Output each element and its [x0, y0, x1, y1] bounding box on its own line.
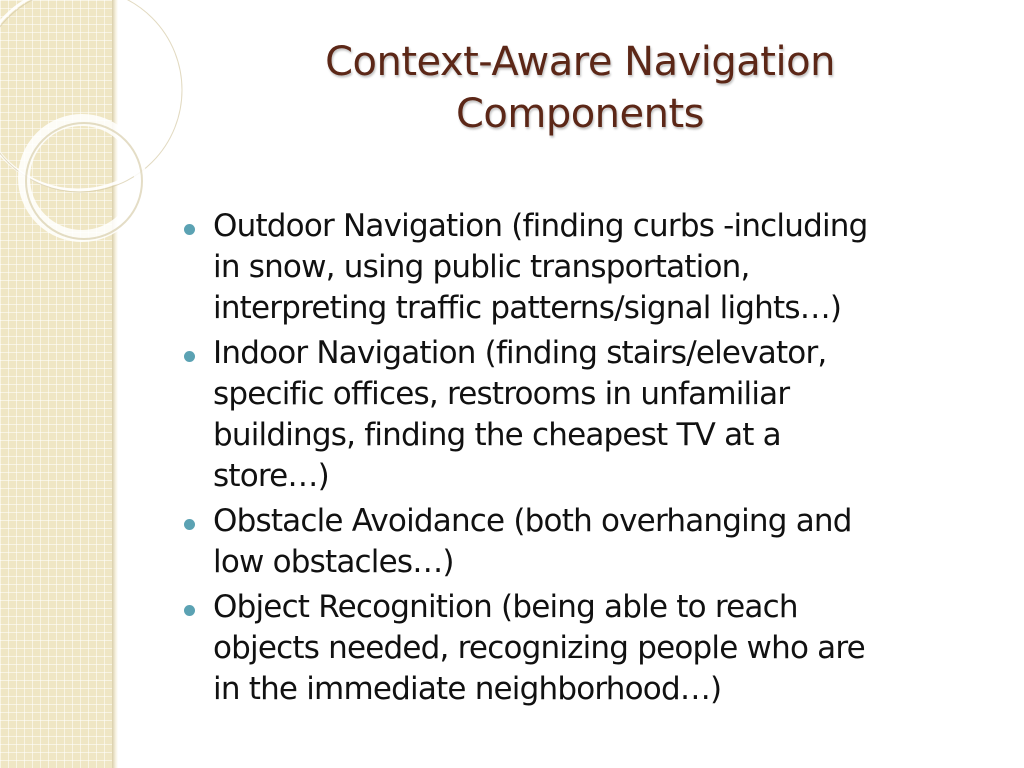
bullet-line: store…) — [213, 458, 329, 494]
bullet-line: buildings, finding the cheapest TV at a — [213, 417, 781, 453]
bullet-line: in the immediate neighborhood…) — [213, 671, 722, 707]
bullet-dot-icon — [184, 605, 195, 616]
bullet-item-object-recognition — [184, 587, 1004, 710]
bullet-line: interpreting traffic patterns/signal lights…) — [213, 290, 842, 326]
decorative-circles — [0, 0, 160, 260]
slide-title — [150, 36, 1010, 140]
bullet-line: Object Recognition (being able to reach — [213, 589, 798, 625]
bullet-line: in snow, using public transportation, — [213, 249, 750, 285]
slide-title-line-2: Components — [455, 91, 705, 137]
bullet-list — [184, 206, 1004, 714]
bullet-line: objects needed, recognizing people who are — [213, 630, 865, 666]
bullet-item-indoor-navigation — [184, 333, 1004, 497]
bullet-item-obstacle-avoidance — [184, 501, 1004, 583]
bullet-dot-icon — [184, 224, 195, 235]
bullet-line: Outdoor Navigation (finding curbs -including — [213, 208, 868, 244]
bullet-line: Obstacle Avoidance (both overhanging and — [213, 503, 852, 539]
bullet-line: Indoor Navigation (finding stairs/elevator, — [213, 335, 827, 371]
bullet-line: low obstacles…) — [213, 544, 454, 580]
bullet-item-outdoor-navigation — [184, 206, 1004, 329]
bullet-dot-icon — [184, 519, 195, 530]
bullet-dot-icon — [184, 351, 195, 362]
slide-title-line-1: Context-Aware Navigation — [325, 39, 835, 85]
bullet-line: specific offices, restrooms in unfamiliar — [213, 376, 790, 412]
decorative-circle-small-shadow — [26, 123, 142, 239]
